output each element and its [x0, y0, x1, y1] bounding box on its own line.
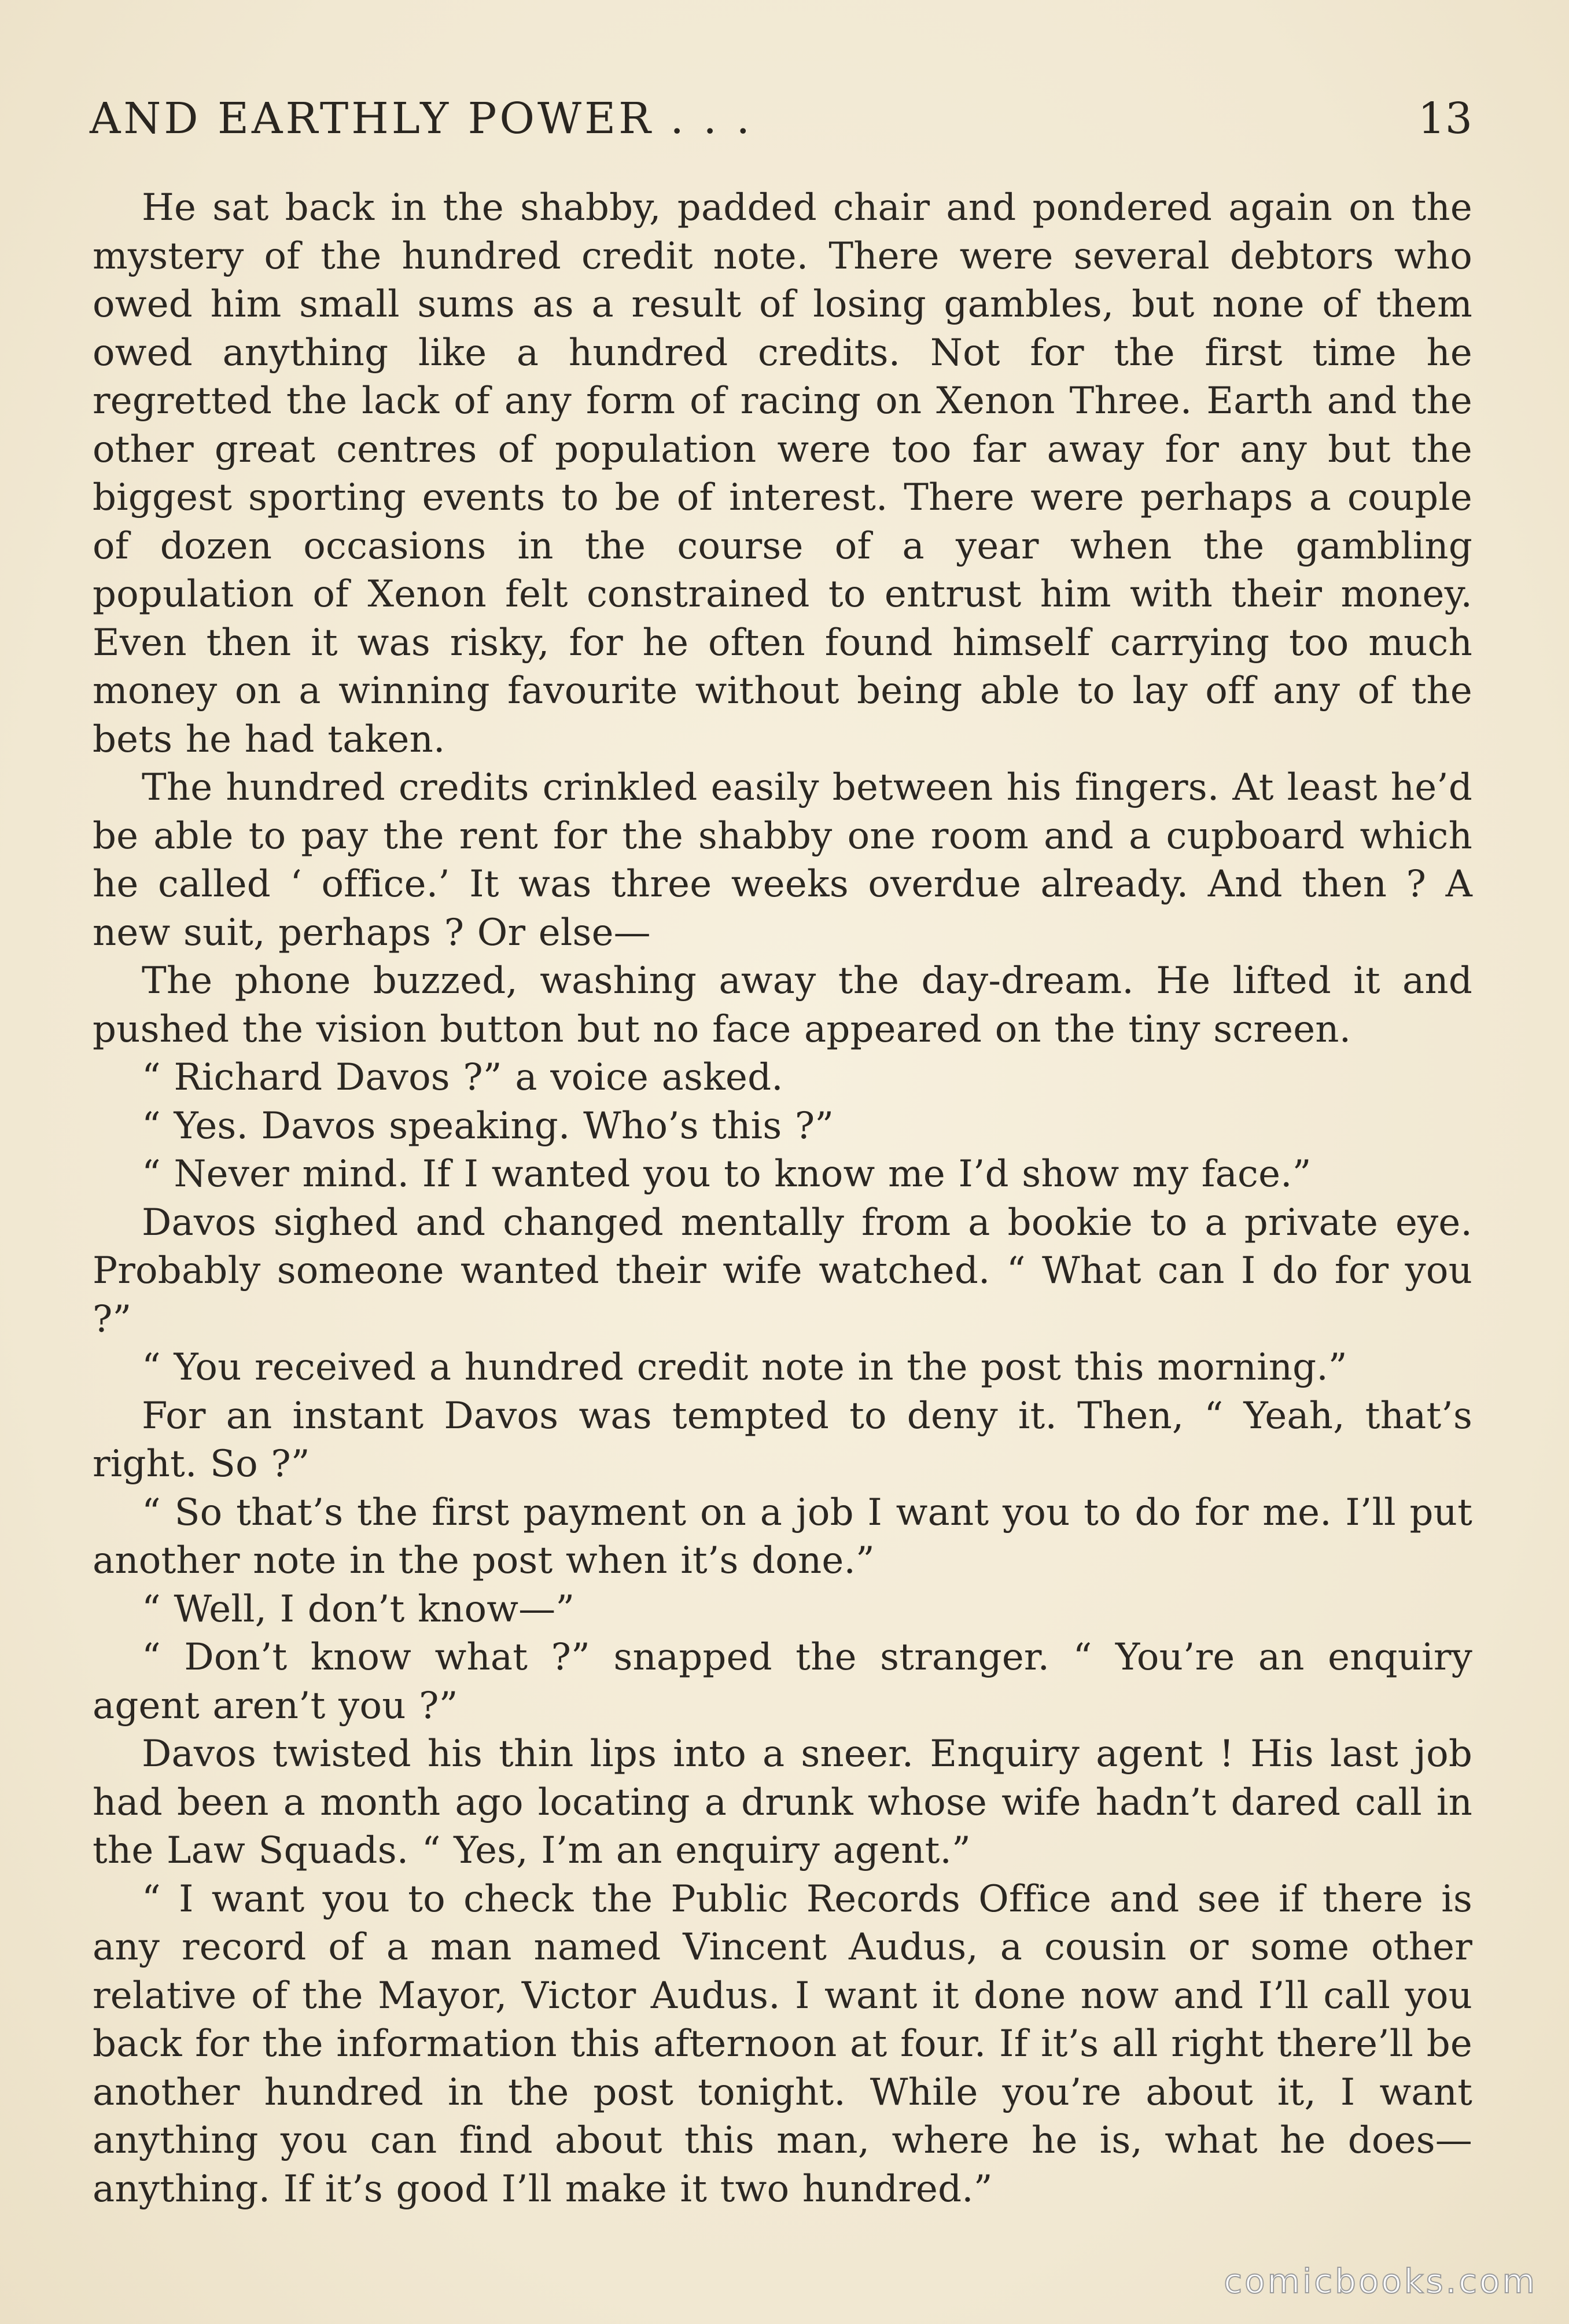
page-number: 13: [1417, 94, 1472, 144]
paragraph: “ Well, I don’t know—”: [142, 1587, 575, 1631]
running-title: AND EARTHLY POWER . . .: [90, 94, 753, 144]
paragraph: The phone buzzed, washing away the day-dream. He lifted it and pushed the vision button but no face appeared on the tiny screen.: [93, 959, 1472, 1051]
paragraph: “ I want you to check the Public Records Office and see if there is any record of a man named Vincent Audus, a cousin or some other relative of the Mayor, Victor Audus. I want it done now and I’ll call you back for the information this afternoon at four. If it’s all right there’ll be another hundred in the post tonight. While you’re about it, I want anything you can find about this man, where he is, what he does—anything. If it’s good I’ll make it two hundred.”: [93, 1877, 1472, 2211]
paragraph: Davos sighed and changed mentally from a bookie to a private eye. Probably someone wanted their wife watched. “ What can I do for you ?”: [93, 1201, 1472, 1341]
running-header: [90, 87, 1472, 150]
paragraph: Davos twisted his thin lips into a sneer. Enquiry agent ! His last job had been a month ago locating a drunk whose wife hadn’t dared call in the Law Squads. “ Yes, I’m an enquiry agent.”: [93, 1733, 1472, 1872]
paragraph: For an instant Davos was tempted to deny it. Then, “ Yeah, that’s right. So ?”: [93, 1394, 1472, 1485]
paragraph: “ Never mind. If I wanted you to know me I’d show my face.”: [142, 1153, 1312, 1196]
watermark: comicbooks.com: [1224, 2262, 1537, 2301]
paragraph: “ Yes. Davos speaking. Who’s this ?”: [142, 1104, 834, 1148]
paragraph: He sat back in the shabby, padded chair and pondered again on the mystery of the hundred credit note. There were several debtors who owed him small sums as a result of losing gambles, but none of them owed anything like a hundred credits. Not for the first time he regretted the lack of any form of racing on Xenon Three. Earth and the other great centres of population were too far away for any but the biggest sporting events to be of interest. There were perhaps a couple of dozen occasions in the course of a year when the gambling population of Xenon felt constrained to entrust him with their money. Even then it was risky, for he often found himself carrying too much money on a winning favourite without being able to lay off any of the bets he had taken.: [93, 186, 1472, 761]
body-text: [93, 184, 1472, 2213]
paragraph: “ Don’t know what ?” snapped the stranger. “ You’re an enquiry agent aren’t you ?”: [93, 1636, 1472, 1727]
paragraph: “ Richard Davos ?” a voice asked.: [142, 1056, 783, 1099]
paragraph: “ You received a hundred credit note in the post this morning.”: [142, 1346, 1347, 1389]
paragraph: “ So that’s the first payment on a job I want you to do for me. I’ll put another note in the post when it’s done.”: [93, 1491, 1472, 1582]
paragraph: The hundred credits crinkled easily between his fingers. At least he’d be able to pay the rent for the shabby one room and a cupboard which he called ‘ office.’ It was three weeks overdue already. And then ? A new suit, perhaps ? Or else—: [93, 766, 1472, 954]
